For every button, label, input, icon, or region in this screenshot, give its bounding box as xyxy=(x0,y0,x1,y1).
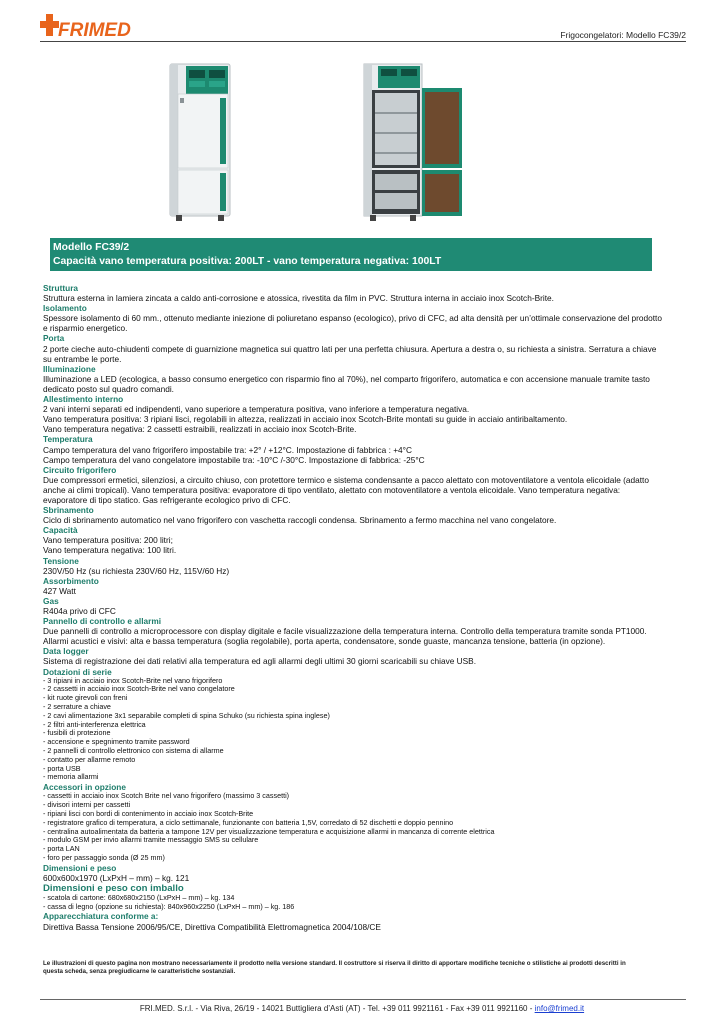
spec-section xyxy=(43,596,663,616)
list-item: - modulo GSM per invio allarmi tramite messaggio SMS su cellulare xyxy=(43,835,259,845)
spec-section xyxy=(43,465,663,505)
spec-section xyxy=(43,333,663,363)
section-title: Pannello di controllo e allarmi xyxy=(43,616,162,627)
model-banner xyxy=(50,238,652,271)
section-text: Spessore isolamento di 60 mm., ottenuto mediante iniezione di poliuretano espanso (ecologico), privo di CFC, ad alta densità per un’ottimale conservazione del prodotto e risparmio energetico. xyxy=(43,313,662,334)
section-text: Vano temperatura negativa: 2 cassetti estraibili, realizzati in acciaio inox Scotch-Brite. xyxy=(43,424,357,435)
capacity-summary: Capacità vano temperatura positiva: 200LT - vano temperatura negativa: 100LT xyxy=(53,256,442,267)
section-text: Campo temperatura del vano congelatore impostabile tra: -10°C /-30°C. Impostazione di fabbrica: -25°C xyxy=(43,454,425,465)
list-item: - cassetti in acciaio inox Scotch Brite nel vano frigorifero (massimo 3 cassetti) xyxy=(43,791,290,801)
spec-section xyxy=(43,303,663,333)
section-text: 230V/50 Hz (su richiesta 230V/60 Hz, 115V/60 Hz) xyxy=(43,565,230,576)
section-title: Capacità xyxy=(43,525,78,536)
section-title: Struttura xyxy=(43,283,79,293)
list-item: - scatola di cartone: 680x680x2150 (LxPxH – mm) – kg. 134 xyxy=(43,892,235,902)
conformita-value: Direttiva Bassa Tensione 2006/95/CE, Direttiva Compatibilità Elettromagnetica 2004/108/CE xyxy=(43,921,381,932)
section-title: Assorbimento xyxy=(43,575,99,586)
list-item: - foro per passaggio sonda (Ø 25 mm) xyxy=(43,852,165,862)
accessori-list xyxy=(43,792,663,862)
section-text: Campo temperatura del vano frigorifero impostabile tra: +2° / +12°C. Impostazione di fabbrica : +4°C xyxy=(43,444,412,455)
section-text: Sistema di registrazione dei dati relativi alla temperatura ed agli allarmi degli ultimi 30 giorni scaricabili su chiave USB. xyxy=(43,656,477,667)
fridge-closed-image xyxy=(168,62,232,224)
list-item: - divisori interni per cassetti xyxy=(43,800,131,810)
section-title: Sbrinamento xyxy=(43,505,94,516)
section-title: Allestimento interno xyxy=(43,394,124,405)
section-title: Dimensioni e peso xyxy=(43,862,117,873)
spec-section xyxy=(43,364,663,394)
imballo-section xyxy=(43,883,663,912)
section-title: Tensione xyxy=(43,555,79,566)
section-title: Temperatura xyxy=(43,434,93,445)
list-item: - 2 serrature a chiave xyxy=(43,702,111,712)
list-item: - 2 filtri anti-interferenza elettrica xyxy=(43,719,146,729)
header-divider xyxy=(40,41,686,42)
dotazioni-section xyxy=(43,667,663,783)
footer-address: FRI.MED. S.r.l. - Via Riva, 26/19 - 14021 Buttigliera d’Asti (AT) - Tel. +39 011 9921161 - Fax +39 011 9921160 - xyxy=(139,1004,535,1013)
list-item: - ripiani lisci con bordi di contenimento in acciaio inox Scotch-Brite xyxy=(43,808,254,818)
spec-section xyxy=(43,525,663,555)
list-item: - porta USB xyxy=(43,763,81,773)
section-title: Apparecchiatura conforme a: xyxy=(43,911,159,922)
section-title: Gas xyxy=(43,595,59,606)
section-text: Vano temperatura negativa: 100 litri. xyxy=(43,545,177,556)
list-item: - 2 pannelli di controllo elettronico con sistema di allarme xyxy=(43,746,224,756)
list-item: - 2 cassetti in acciaio inox Scotch-Brite nel vano congelatore xyxy=(43,684,235,694)
logo-cross-icon xyxy=(40,14,59,36)
section-text: Due pannelli di controllo a microprocessore con display digitale e facile visualizzazione della temperatura interna. Controllo della temperatura tramite sonda PT1000. Allarmi acustici e visivi: alta e bassa temperatura (soglia regolabile), porta aperta, condensatore, sonde guaste, mancanza tensione, batteria (in opzione). xyxy=(43,626,647,647)
conformita-section xyxy=(43,911,663,931)
footer-email-link[interactable]: info@frimed.it xyxy=(534,1004,585,1013)
spec-section xyxy=(43,556,663,576)
spec-section xyxy=(43,394,663,434)
spec-section xyxy=(43,616,663,646)
section-text: Vano temperatura positiva: 3 ripiani lisci, regolabili in altezza, realizzati in acciaio inox Scotch-Brite montati su guide in acciaio antiribaltamento. xyxy=(43,414,568,425)
accessori-section xyxy=(43,782,663,862)
section-text: Struttura esterna in lamiera zincata a caldo anti-corrosione e atossica, rivestita da film in PVC. Struttura interna in acciaio inox Scotch-Brite. xyxy=(43,293,554,304)
list-item: - kit ruote girevoli con freni xyxy=(43,693,128,703)
section-text: 2 vani interni separati ed indipendenti, vano superiore a temperatura positiva, vano inferiore a temperatura negativa. xyxy=(43,404,470,415)
footer-divider xyxy=(40,999,686,1000)
section-title: Data logger xyxy=(43,646,89,657)
dimensioni-value: 600x600x1970 (LxPxH – mm) – kg. 121 xyxy=(43,872,190,883)
section-text: Due compressori ermetici, silenziosi, a circuito chiuso, con protettore termico e sistema condensante a pacco alettato con motoventilatore a ventola elicoidale (adatto anche ai climi tropicali). Vano temperatura positiva: evaporatore di tipo ventilato, alettato con motoventilatore a ventola elicoidale. Vano temperatura negativa: evaporatore di tipo statico. Gas refrigerante ecologico privo di CFC. xyxy=(43,474,649,505)
disclaimer: Le illustrazioni di questo pagina non mostrano necessariamente il prodotto nella versione standard. Il costruttore si riserva il diritto di apportare modifiche tecniche o stilistiche ai prodotti descritti in questa scheda, senza pregiudicarne le caratteristiche sostanziali. xyxy=(43,960,626,975)
section-text: Vano temperatura positiva: 200 litri; xyxy=(43,535,173,546)
spec-content xyxy=(43,283,663,932)
section-title: Isolamento xyxy=(43,303,87,314)
list-item: - 2 cavi alimentazione 3x1 separabile completi di spina Schuko (su richiesta spina inglese) xyxy=(43,710,330,720)
spec-section xyxy=(43,283,663,303)
list-item: - fusibili di protezione xyxy=(43,728,111,738)
spec-section xyxy=(43,434,663,464)
dimensioni-section xyxy=(43,863,663,883)
list-item: - memoria allarmi xyxy=(43,772,99,782)
list-item: - cassa di legno (opzione su richiesta): 840x960x2250 (LxPxH – mm) – kg. 186 xyxy=(43,901,295,911)
spec-section xyxy=(43,576,663,596)
section-text: R404a privo di CFC xyxy=(43,606,116,616)
section-text: Ciclo di sbrinamento automatico nel vano frigorifero con vaschetta raccogli condensa. Sbrinamento a fermo macchina nel vano congelatore. xyxy=(43,515,557,526)
list-item: - 3 ripiani in acciaio inox Scotch-Brite nel vano frigorifero xyxy=(43,675,223,685)
section-text: 427 Watt xyxy=(43,585,76,596)
section-title: Circuito frigorifero xyxy=(43,464,117,475)
model-name: Modello FC39/2 xyxy=(53,242,130,253)
list-item: - porta LAN xyxy=(43,844,80,854)
spec-section xyxy=(43,505,663,525)
section-title: Illuminazione xyxy=(43,363,96,374)
footer xyxy=(0,1004,724,1013)
section-title: Porta xyxy=(43,333,65,344)
logo-text: FRIMED xyxy=(58,20,131,40)
list-item: - contatto per allarme remoto xyxy=(43,754,136,764)
section-title: Accessori in opzione xyxy=(43,782,126,793)
list-item: - registratore grafico di temperatura, a ciclo settimanale, funzionante con batteria 1,5V, corredato di 52 dischetti e doppio pennino xyxy=(43,817,454,827)
spec-section xyxy=(43,646,663,666)
imballo-list xyxy=(43,894,663,912)
dotazioni-list xyxy=(43,677,663,783)
section-title: Dimensioni e peso con imballo xyxy=(43,882,184,894)
document-title: Frigocongelatori: Modello FC39/2 xyxy=(560,30,686,40)
list-item: - accensione e spegnimento tramite password xyxy=(43,737,190,747)
section-title: Dotazioni di serie xyxy=(43,666,112,677)
spec-sections xyxy=(43,283,663,667)
section-text: Illuminazione a LED (ecologica, a basso consumo energetico con risparmio fino al 70%), nel comparto frigorifero, automatica e con accensione manuale tramite tasto dedicato posto sul quadro comandi. xyxy=(43,373,650,394)
list-item: - centralina autoalimentata da batteria a tampone 12V per visualizzazione temperatura e acquisizione allarmi in mancanza di corrente elettrica xyxy=(43,826,495,836)
section-text: 2 porte cieche auto-chiudenti compete di guarnizione magnetica sui quattro lati per una perfetta chiusura. Apertura a destra o, su richiesta a sinistra. Serratura a chiave su entrambe le porte. xyxy=(43,343,657,364)
frimed-logo xyxy=(40,14,140,40)
fridge-open-image xyxy=(362,62,466,224)
